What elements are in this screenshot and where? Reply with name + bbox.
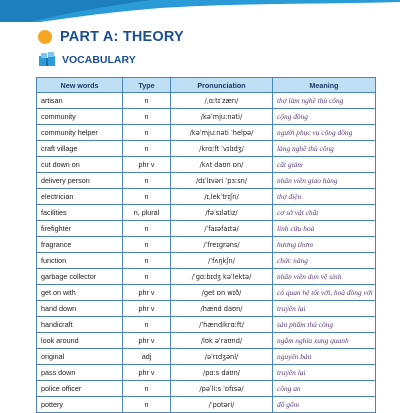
- meaning-cell: truyền lại: [273, 301, 376, 317]
- type-cell: phr v: [123, 333, 171, 349]
- table-row: [37, 301, 376, 317]
- table-row: [37, 365, 376, 381]
- type-cell: n: [123, 173, 171, 189]
- vocabulary-title: VOCABULARY: [62, 54, 136, 66]
- type-cell: adj: [123, 349, 171, 365]
- word-cell: garbage collector: [37, 269, 123, 285]
- pronunciation-cell: /əˈrɪdʒənl/: [171, 349, 273, 365]
- header-new-words: New words: [37, 78, 123, 93]
- meaning-cell: cắt giảm: [273, 157, 376, 173]
- word-cell: pass down: [37, 365, 123, 381]
- table-row: [37, 221, 376, 237]
- pronunciation-cell: /fəˈsɪlətiz/: [171, 205, 273, 221]
- meaning-cell: làng nghề thủ công: [273, 141, 376, 157]
- pronunciation-cell: /pɑːs daʊn/: [171, 365, 273, 381]
- pronunciation-cell: /pəˈliːs ˈɒfɪsə/: [171, 381, 273, 397]
- table-body: [37, 93, 376, 413]
- type-cell: n: [123, 269, 171, 285]
- top-wave-decoration: [0, 0, 400, 22]
- header-type: Type: [123, 78, 171, 93]
- part-title: PART A: THEORY: [60, 29, 184, 45]
- pronunciation-cell: /ɡet ɒn wɪð/: [171, 285, 273, 301]
- type-cell: n: [123, 141, 171, 157]
- table-row: [37, 269, 376, 285]
- meaning-cell: ngắm nghía xung quanh: [273, 333, 376, 349]
- table-header-row: [37, 78, 376, 93]
- type-cell: n: [123, 237, 171, 253]
- meaning-cell: nhân viên dọn vệ sinh: [273, 269, 376, 285]
- type-cell: n: [123, 93, 171, 109]
- word-cell: community helper: [37, 125, 123, 141]
- type-cell: n: [123, 125, 171, 141]
- table-row: [37, 125, 376, 141]
- table-row: [37, 285, 376, 301]
- pronunciation-cell: /ˈfʌŋkʃn/: [171, 253, 273, 269]
- pronunciation-cell: /krɑːft ˈvɪlɪdʒ/: [171, 141, 273, 157]
- meaning-cell: nhân viên giao hàng: [273, 173, 376, 189]
- meaning-cell: đồ gốm: [273, 397, 376, 413]
- table-row: [37, 93, 376, 109]
- type-cell: n: [123, 317, 171, 333]
- header-meaning: Meaning: [273, 78, 376, 93]
- word-cell: delivery person: [37, 173, 123, 189]
- meaning-cell: thợ làm nghề thủ công: [273, 93, 376, 109]
- table-row: [37, 205, 376, 221]
- word-cell: electrician: [37, 189, 123, 205]
- table-row: [37, 333, 376, 349]
- meaning-cell: có quan hệ tốt với, hoà đồng với: [273, 285, 376, 301]
- type-cell: n: [123, 109, 171, 125]
- type-cell: phr v: [123, 285, 171, 301]
- word-cell: look around: [37, 333, 123, 349]
- part-heading: [38, 27, 184, 47]
- type-cell: phr v: [123, 157, 171, 173]
- type-cell: n: [123, 253, 171, 269]
- table-row: [37, 381, 376, 397]
- type-cell: n, plural: [123, 205, 171, 221]
- table-row: [37, 141, 376, 157]
- meaning-cell: cộng đồng: [273, 109, 376, 125]
- heading-bullet-icon: [38, 30, 52, 44]
- word-cell: facilities: [37, 205, 123, 221]
- type-cell: phr v: [123, 365, 171, 381]
- table-row: [37, 109, 376, 125]
- pronunciation-cell: /lʊk əˈraʊnd/: [171, 333, 273, 349]
- vocabulary-heading: [38, 50, 136, 70]
- word-cell: get on with: [37, 285, 123, 301]
- type-cell: phr v: [123, 301, 171, 317]
- meaning-cell: truyền lại: [273, 365, 376, 381]
- word-cell: cut down on: [37, 157, 123, 173]
- word-cell: police officer: [37, 381, 123, 397]
- meaning-cell: chức năng: [273, 253, 376, 269]
- word-cell: artisan: [37, 93, 123, 109]
- table-row: [37, 349, 376, 365]
- meaning-cell: lính cứu hoả: [273, 221, 376, 237]
- pronunciation-cell: /ˈhændikrɑːft/: [171, 317, 273, 333]
- pronunciation-cell: /ˌɑːtɪˈzæn/: [171, 93, 273, 109]
- type-cell: n: [123, 189, 171, 205]
- type-cell: n: [123, 221, 171, 237]
- pronunciation-cell: /hænd daʊn/: [171, 301, 273, 317]
- table-row: [37, 157, 376, 173]
- pronunciation-cell: /ɪˌlekˈtrɪʃn/: [171, 189, 273, 205]
- word-cell: original: [37, 349, 123, 365]
- meaning-cell: hương thơm: [273, 237, 376, 253]
- word-cell: hand down: [37, 301, 123, 317]
- meaning-cell: nguyên bản: [273, 349, 376, 365]
- word-cell: handicraft: [37, 317, 123, 333]
- pronunciation-cell: /dɪˈlɪvəri ˈpɜːsn/: [171, 173, 273, 189]
- meaning-cell: công an: [273, 381, 376, 397]
- pronunciation-cell: /kʌt daʊn ɒn/: [171, 157, 273, 173]
- type-cell: n: [123, 397, 171, 413]
- vocabulary-table-container: [36, 77, 375, 413]
- meaning-cell: sản phẩm thủ công: [273, 317, 376, 333]
- word-cell: fragrance: [37, 237, 123, 253]
- pronunciation-cell: /ˈɡɑːbɪdʒ kəˈlektə/: [171, 269, 273, 285]
- meaning-cell: người phục vụ cộng đồng: [273, 125, 376, 141]
- pronunciation-cell: /ˈpɒtəri/: [171, 397, 273, 413]
- meaning-cell: cơ sở vật chất: [273, 205, 376, 221]
- table-row: [37, 317, 376, 333]
- type-cell: n: [123, 381, 171, 397]
- book-icon: [38, 52, 56, 68]
- word-cell: function: [37, 253, 123, 269]
- table-row: [37, 253, 376, 269]
- word-cell: pottery: [37, 397, 123, 413]
- table-row: [37, 173, 376, 189]
- pronunciation-cell: /kəˈmjuːnəti ˈhelpə/: [171, 125, 273, 141]
- pronunciation-cell: /kəˈmjuːnəti/: [171, 109, 273, 125]
- pronunciation-cell: /ˈfaɪəfaɪtə/: [171, 221, 273, 237]
- table-row: [37, 189, 376, 205]
- table-row: [37, 397, 376, 413]
- pronunciation-cell: /ˈfreɪɡrəns/: [171, 237, 273, 253]
- table-row: [37, 237, 376, 253]
- word-cell: craft village: [37, 141, 123, 157]
- header-pronunciation: Pronunciation: [171, 78, 273, 93]
- meaning-cell: thợ điện: [273, 189, 376, 205]
- vocabulary-table: [36, 77, 376, 413]
- word-cell: firefighter: [37, 221, 123, 237]
- word-cell: community: [37, 109, 123, 125]
